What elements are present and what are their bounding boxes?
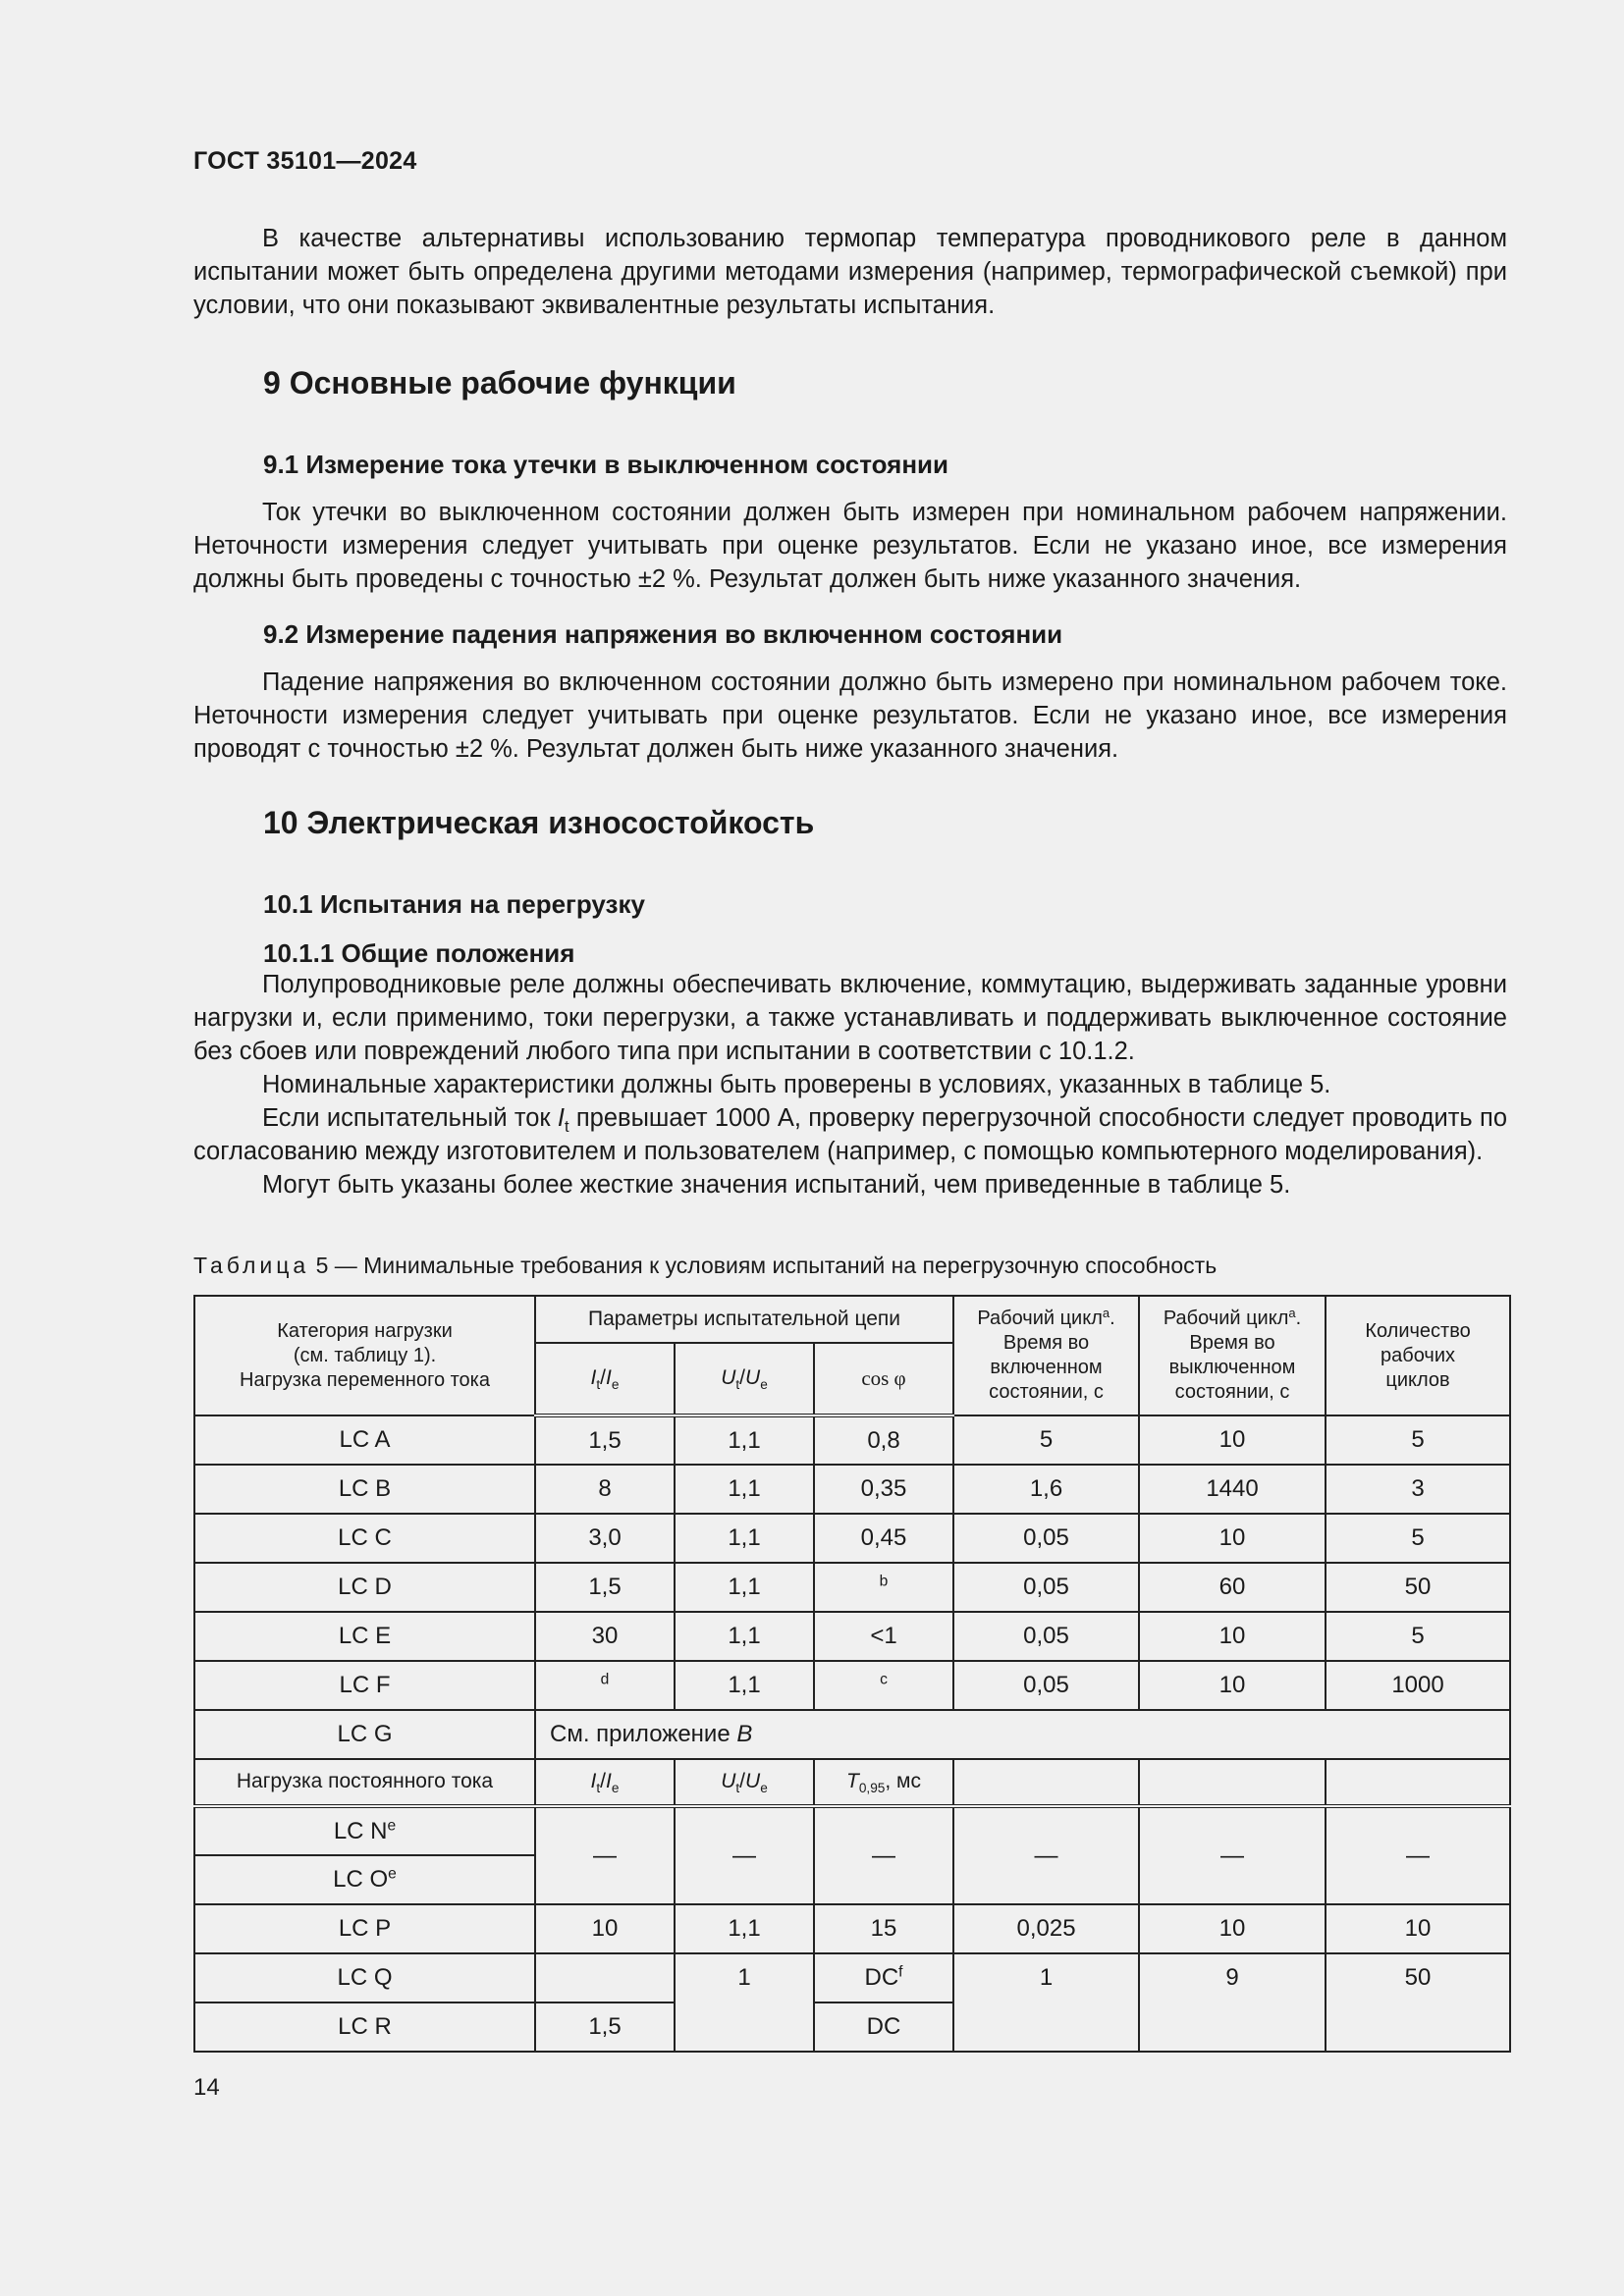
header-category: Категория нагрузки (см. таблицу 1). Нагрузка переменного тока	[194, 1296, 535, 1415]
cell-it: 10	[535, 1904, 675, 1953]
paragraph-text: Если испытательный ток $I_t$ превышает 1000 А, проверку перегрузочной способности следует проводить по согласованию между изготовителем и пользователем (например, с помощью компьютерного моделирования).	[193, 1104, 1507, 1165]
cell-ut: 1,1	[675, 1514, 814, 1563]
cell-off: 60	[1139, 1563, 1326, 1612]
section-10-title: 10 Электрическая износостойкость	[263, 805, 815, 840]
cell-cos: c	[814, 1661, 953, 1710]
cell-category: LC D	[194, 1563, 535, 1612]
dc-header-empty	[1326, 1759, 1510, 1806]
header-ut-ue: $U_t/U_e$	[675, 1343, 814, 1415]
cell-ut: 1	[675, 1953, 814, 2052]
cell-on: 0,05	[953, 1514, 1139, 1563]
section-9-2-title: 9.2 Измерение падения напряжения во включенном состоянии	[263, 619, 1063, 649]
cell-dash: —	[535, 1806, 675, 1904]
table-row	[194, 1806, 1510, 1855]
cell-count: 50	[1326, 1563, 1510, 1612]
dc-header-label: Нагрузка постоянного тока	[194, 1759, 535, 1806]
dc-header-ut-ue: $U_t/U_e$	[675, 1759, 814, 1806]
header-on-cycle: Рабочий цикл$^a$. Время во включенном состоянии, с	[953, 1296, 1139, 1415]
table-row	[194, 1953, 1510, 2002]
cell-t: 15	[814, 1904, 953, 1953]
cell-cos: <1	[814, 1612, 953, 1661]
cell-dash: —	[814, 1806, 953, 1904]
cell-it: 3,0	[535, 1514, 675, 1563]
cell-dash: —	[675, 1806, 814, 1904]
cell-ut: 1,1	[675, 1661, 814, 1710]
cell-it: 8	[535, 1465, 675, 1514]
cell-ut: 1,1	[675, 1563, 814, 1612]
cell-category: LC G	[194, 1710, 535, 1759]
dc-header-empty	[1139, 1759, 1326, 1806]
cell-dash: —	[953, 1806, 1139, 1904]
cell-off: 9	[1139, 1953, 1326, 2052]
cell-dash: —	[1139, 1806, 1326, 1904]
cell-cos: 0,8	[814, 1415, 953, 1465]
cell-ut: 1,1	[675, 1904, 814, 1953]
cell-count: 5	[1326, 1415, 1510, 1465]
cell-off: 10	[1139, 1415, 1326, 1465]
cell-cos: 0,35	[814, 1465, 953, 1514]
cell-ut: 1,1	[675, 1465, 814, 1514]
section-10-1-1-title: 10.1.1 Общие положения	[263, 938, 575, 968]
cell-category: LC A	[194, 1415, 535, 1465]
paragraph-alternative	[193, 222, 1507, 322]
document-code: ГОСТ 35101—2024	[193, 147, 417, 175]
cell-off: 10	[1139, 1904, 1326, 1953]
cell-count: 5	[1326, 1612, 1510, 1661]
header-cycle-count: Количество рабочих циклов	[1326, 1296, 1510, 1415]
cell-it: 1,5	[535, 1415, 675, 1465]
table-row	[194, 1563, 1510, 1612]
cell-ut: 1,1	[675, 1612, 814, 1661]
page-number: 14	[193, 2074, 220, 2101]
section-10-1-title: 10.1 Испытания на перегрузку	[263, 889, 645, 919]
cell-on: 0,05	[953, 1661, 1139, 1710]
table-row	[194, 1465, 1510, 1514]
paragraph-text: Полупроводниковые реле должны обеспечивать включение, коммутацию, выдерживать заданные уровни нагрузки и, если применимо, токи перегрузки, а также устанавливать и поддерживать выключенное состояние без сбоев или повреждений любого типа при испытании в соответствии с 10.1.2.	[193, 971, 1507, 1065]
paragraph-text: Номинальные характеристики должны быть проверены в условиях, указанных в таблице 5.	[262, 1071, 1331, 1098]
cell-cos: b	[814, 1563, 953, 1612]
section-9-title: 9 Основные рабочие функции	[263, 365, 736, 400]
header-circuit-params: Параметры испытательной цепи	[535, 1296, 953, 1343]
cell-on: 0,05	[953, 1612, 1139, 1661]
cell-count: 5	[1326, 1514, 1510, 1563]
dc-header-empty	[953, 1759, 1139, 1806]
table-row	[194, 1415, 1510, 1465]
cell-off: 1440	[1139, 1465, 1326, 1514]
cell-cos: 0,45	[814, 1514, 953, 1563]
cell-category: LC B	[194, 1465, 535, 1514]
section-10-1-1-body	[193, 968, 1507, 1201]
cell-on: 0,05	[953, 1563, 1139, 1612]
cell-it: d	[535, 1661, 675, 1710]
header-cos-phi: cos φ	[814, 1343, 953, 1415]
header-off-cycle: Рабочий цикл$^a$. Время во выключенном состоянии, с	[1139, 1296, 1326, 1415]
table-row	[194, 1514, 1510, 1563]
cell-t: DC	[814, 2002, 953, 2052]
cell-on: 1	[953, 1953, 1139, 2052]
cell-off: 10	[1139, 1661, 1326, 1710]
paragraph-text: В качестве альтернативы использованию термопар температура проводникового реле в данном испытании может быть определена другими методами измерения (например, термографической съемкой) при условии, что они показывают эквивалентные результаты испытания.	[193, 225, 1507, 319]
cell-it: 1,5	[535, 1563, 675, 1612]
header-it-ie: $I_t/I_e$	[535, 1343, 675, 1415]
table-row	[194, 1661, 1510, 1710]
cell-dash: —	[1326, 1806, 1510, 1904]
cell-on: 0,025	[953, 1904, 1139, 1953]
paragraph-text: Падение напряжения во включенном состоянии должно быть измерено при номинальном рабочем токе. Неточности измерения следует учитывать при оценке результатов. Если не указано иное, все измерения проводят с точностью ±2 %. Результат должен быть ниже указанного значения.	[193, 668, 1507, 763]
dc-header-t095: $T_{0,95}$, мс	[814, 1759, 953, 1806]
cell-it: 30	[535, 1612, 675, 1661]
section-9-1-title: 9.1 Измерение тока утечки в выключенном состоянии	[263, 450, 948, 479]
cell-it	[535, 1953, 675, 2002]
cell-t: $DC^f$	[814, 1953, 953, 2002]
table-row	[194, 1904, 1510, 1953]
cell-ut: 1,1	[675, 1415, 814, 1465]
cell-off: 10	[1139, 1612, 1326, 1661]
cell-category: LC E	[194, 1612, 535, 1661]
table-dc-header-row	[194, 1759, 1510, 1806]
cell-category: LC F	[194, 1661, 535, 1710]
paragraph-text: Ток утечки во выключенном состоянии должен быть измерен при номинальном рабочем напряжении. Неточности измерения следует учитывать при оценке результатов. Если не указано иное, все измерения должны быть проведены с точностью ±2 %. Результат должен быть ниже указанного значения.	[193, 499, 1507, 593]
cell-it: 1,5	[535, 2002, 675, 2052]
cell-category: LC P	[194, 1904, 535, 1953]
cell-on: 1,6	[953, 1465, 1139, 1514]
table-caption: Таблица 5 — Минимальные требования к условиям испытаний на перегрузочную способность	[193, 1253, 1218, 1278]
cell-category: LC C	[194, 1514, 535, 1563]
table-header-row	[194, 1296, 1510, 1343]
cell-on: 5	[953, 1415, 1139, 1465]
overload-test-table	[193, 1295, 1511, 2053]
section-9-2-body	[193, 666, 1507, 766]
cell-category: LC $N^e$	[194, 1806, 535, 1855]
cell-count: 3	[1326, 1465, 1510, 1514]
cell-count: 50	[1326, 1953, 1510, 2052]
table-row	[194, 1612, 1510, 1661]
cell-category: LC Q	[194, 1953, 535, 2002]
cell-category: LC R	[194, 2002, 535, 2052]
cell-count: 1000	[1326, 1661, 1510, 1710]
cell-off: 10	[1139, 1514, 1326, 1563]
cell-count: 10	[1326, 1904, 1510, 1953]
cell-category: LC $O^e$	[194, 1855, 535, 1904]
dc-header-it-ie: $I_t/I_e$	[535, 1759, 675, 1806]
cell-appendix-ref: См. приложение B	[535, 1710, 1510, 1759]
paragraph-text: Могут быть указаны более жесткие значения испытаний, чем приведенные в таблице 5.	[262, 1171, 1291, 1199]
table-row	[194, 1710, 1510, 1759]
section-9-1-body	[193, 496, 1507, 596]
